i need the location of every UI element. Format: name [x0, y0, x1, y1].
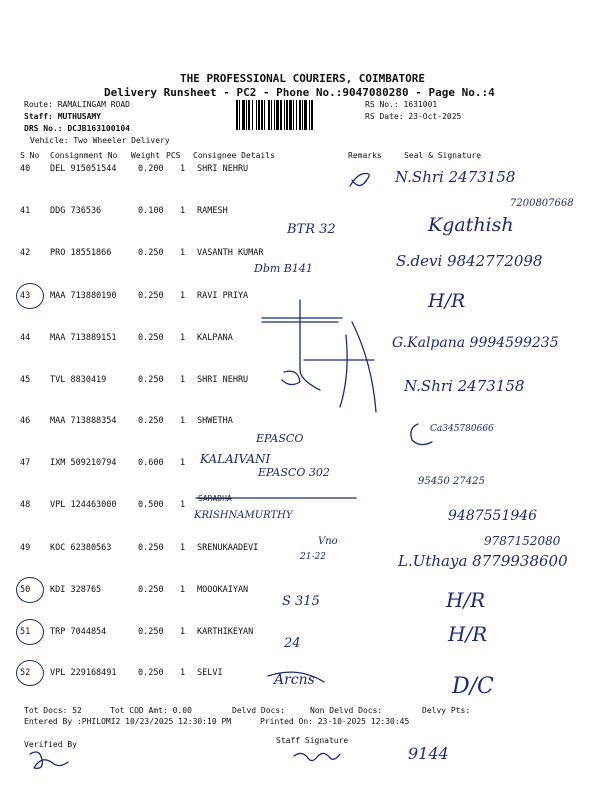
delivery-points: Delvy Pts: — [422, 706, 471, 715]
row-weight: 0.100 — [138, 206, 164, 216]
row-consignment: MAA 713880190 — [50, 291, 117, 301]
row-pcs: 1 — [180, 333, 186, 343]
row-weight: 0.250 — [138, 375, 164, 385]
row-pcs: 1 — [180, 291, 186, 301]
row-pcs: 1 — [180, 668, 186, 678]
signature: L.Uthaya 8779938600 — [398, 552, 568, 570]
row-consignee: MOOOKAIYAN — [197, 585, 249, 595]
col-remarks: Remarks — [348, 151, 382, 160]
handwritten-phone: 9787152080 — [484, 534, 561, 548]
handwritten-note: 21-22 — [300, 552, 326, 562]
handwritten-note: KALAIVANI — [200, 452, 271, 466]
row-consignment: VPL 124463000 — [50, 500, 117, 510]
signature: G.Kalpana 9994599235 — [392, 335, 559, 351]
col-weight: Weight — [131, 151, 160, 160]
row-consignment: PRO 18551866 — [50, 248, 112, 258]
row-sno: 44 — [20, 333, 31, 343]
row-sno: 41 — [20, 206, 31, 216]
total-docs: Tot Docs: 52 — [24, 706, 82, 715]
verified-by-label: Verified By — [24, 740, 77, 749]
handwritten-note: EPASCO 302 — [258, 466, 330, 479]
row-consignee: RAVI PRIYA — [197, 291, 249, 301]
signature: Ca345780666 — [430, 424, 494, 434]
row-sno: 43 — [20, 291, 31, 301]
runsheet-title: Delivery Runsheet - PC2 - Phone No.:9047080280 - Page No.:4 — [104, 86, 495, 99]
row-pcs: 1 — [180, 416, 186, 426]
handwritten-note: Arcns — [274, 672, 315, 688]
row-consignment: MAA 713889151 — [50, 333, 117, 343]
row-sno: 46 — [20, 416, 31, 426]
company-title: THE PROFESSIONAL COURIERS, COIMBATORE — [180, 72, 426, 85]
row-sno: 48 — [20, 500, 31, 510]
handwritten-note: Dbm B141 — [254, 262, 313, 275]
handwritten-note: BTR 32 — [287, 222, 336, 237]
row-consignee: SELVI — [197, 668, 223, 678]
row-pcs: 1 — [180, 375, 186, 385]
handwritten-phone: 7200807668 — [510, 198, 574, 209]
signature: 9144 — [408, 744, 449, 763]
row-pcs: 1 — [180, 458, 186, 468]
row-weight: 0.250 — [138, 333, 164, 343]
row-consignee: SHWETHA — [197, 416, 233, 426]
handwritten-note: Vno — [318, 536, 338, 547]
signature: N.Shri 2473158 — [404, 377, 525, 395]
row-pcs: 1 — [180, 500, 186, 510]
row-weight: 0.250 — [138, 248, 164, 258]
row-consignment: MAA 713888354 — [50, 416, 117, 426]
row-pcs: 1 — [180, 206, 186, 216]
signature: 9487551946 — [448, 508, 538, 524]
row-consignee: KALPANA — [197, 333, 233, 343]
printed-on: Printed On: 23-10-2025 12:30:45 — [260, 717, 410, 726]
non-delivered-docs: Non Delvd Docs: — [310, 706, 383, 715]
rs-no: RS No.: 1631001 — [365, 100, 438, 109]
col-seal: Seal & Signature — [404, 151, 482, 160]
handwritten-note: EPASCO — [256, 432, 304, 445]
signature: 95450 27425 — [418, 476, 485, 487]
row-sno: 47 — [20, 458, 31, 468]
route-label: Route: RAMALINGAM ROAD — [24, 100, 130, 109]
signature: N.Shri 2473158 — [395, 168, 516, 186]
row-consignee: SHRI NEHRU — [197, 375, 249, 385]
row-weight: 0.250 — [138, 585, 164, 595]
col-sno: S No — [20, 151, 40, 160]
row-sno: 49 — [20, 543, 31, 553]
row-consignment: TRP 7044854 — [50, 627, 107, 637]
col-consignment: Consignment No — [50, 151, 118, 160]
row-consignment: TVL 8830419 — [50, 375, 107, 385]
row-sno: 51 — [20, 627, 31, 637]
signature: Kgathish — [428, 214, 514, 236]
row-sno: 52 — [20, 668, 31, 678]
rs-date: RS Date: 23-Oct-2025 — [365, 112, 462, 121]
row-pcs: 1 — [180, 627, 186, 637]
row-pcs: 1 — [180, 585, 186, 595]
row-weight: 0.250 — [138, 543, 164, 553]
row-weight: 0.250 — [138, 627, 164, 637]
row-weight: 0.250 — [138, 416, 164, 426]
row-consignee: VASANTH KUMAR — [197, 248, 264, 258]
row-consignment: VPL 229168491 — [50, 668, 117, 678]
row-weight: 0.600 — [138, 458, 164, 468]
row-weight: 0.500 — [138, 500, 164, 510]
total-cod: Tot COD Amt: 0.00 — [110, 706, 192, 715]
handwritten-note: S 315 — [282, 594, 320, 609]
entered-by: Entered By :PHILOMI2 10/23/2025 12:30:10 PM — [24, 717, 232, 726]
row-sno: 42 — [20, 248, 31, 258]
row-consignee-struck: SARADHA — [198, 494, 232, 503]
row-consignee: SRENUKAADEVI — [197, 543, 259, 553]
row-consignment: DDG 736536 — [50, 206, 102, 216]
row-consignment: DEL 915051544 — [50, 164, 117, 174]
delivered-docs: Delvd Docs: — [232, 706, 285, 715]
row-pcs: 1 — [180, 164, 186, 174]
signature: H/R — [448, 622, 488, 646]
vehicle-label: Vehicle: Two Wheeler Delivery — [30, 136, 170, 145]
row-sno: 40 — [20, 164, 31, 174]
row-consignment: KOC 62380563 — [50, 543, 112, 553]
col-pcs: PCS — [166, 151, 181, 160]
signature: H/R — [446, 588, 486, 612]
row-consignee: SHRI NEHRU — [197, 164, 249, 174]
row-consignment: KDI 328765 — [50, 585, 102, 595]
row-consignee: KARTHIKEYAN — [197, 627, 254, 637]
row-sno: 50 — [20, 585, 31, 595]
row-weight: 0.250 — [138, 291, 164, 301]
row-consignee: RAMESH — [197, 206, 228, 216]
col-consignee: Consignee Details — [193, 151, 275, 160]
handwritten-note: KRISHNAMURTHY — [194, 510, 293, 521]
staff-label: Staff: MUTHUSAMY — [24, 112, 102, 121]
signature: H/R — [428, 290, 466, 312]
row-sno: 45 — [20, 375, 31, 385]
drs-label: DRS No.: DCJB163100104 — [24, 124, 130, 133]
handwritten-note: 24 — [284, 636, 301, 651]
row-consignment: IXM 509210794 — [50, 458, 117, 468]
signature: S.devi 9842772098 — [396, 252, 543, 270]
row-pcs: 1 — [180, 543, 186, 553]
row-pcs: 1 — [180, 248, 186, 258]
staff-signature-label: Staff Signature — [276, 736, 349, 745]
signature: D/C — [452, 674, 494, 699]
row-weight: 0.200 — [138, 164, 164, 174]
row-weight: 0.250 — [138, 668, 164, 678]
